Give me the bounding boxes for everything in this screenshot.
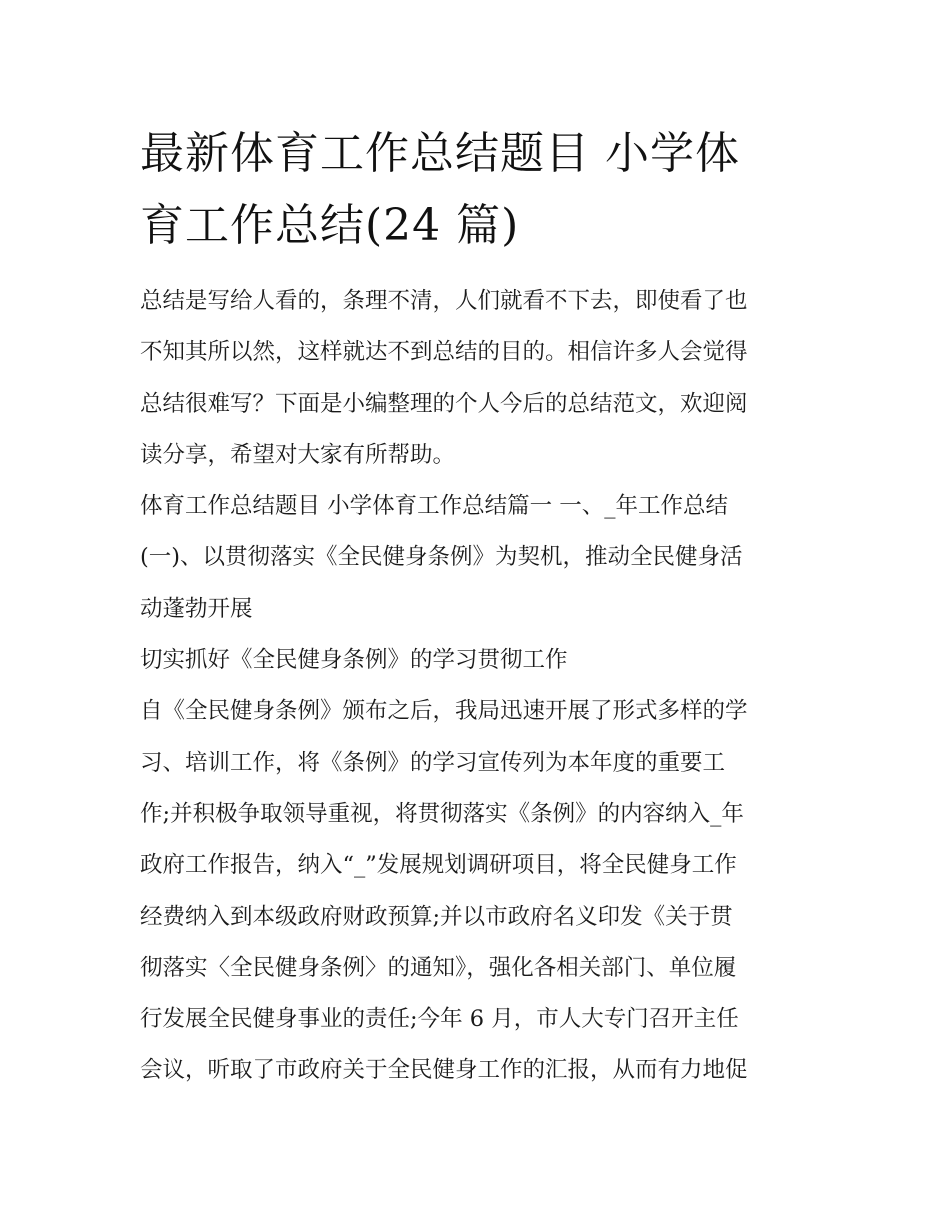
text-line: 不知其所以然，这样就达不到总结的目的。相信许多人会觉得	[140, 339, 748, 366]
item-heading: 切实抓好《全民健身条例》的学习贯彻工作	[140, 647, 568, 674]
text-line: 作;并积极争取领导重视，将贯彻落实《条例》的内容纳入_年	[140, 800, 744, 827]
title-line: 育工作总结(24 篇)	[140, 200, 520, 251]
text-line: 习、培训工作，将《条例》的学习宣传列为本年度的重要工	[140, 749, 726, 776]
section-heading: 体育工作总结题目 小学体育工作总结篇一 一、_年工作总结	[140, 493, 729, 520]
text-line: 总结很难写？下面是小编整理的个人今后的总结范文，欢迎阅	[140, 390, 748, 417]
document-body	[140, 276, 812, 1097]
subsection-heading: (一)、以贯彻落实《全民健身条例》为契机，推动全民健身活	[140, 544, 743, 571]
text-line: 会议，听取了市政府关于全民健身工作的汇报，从而有力地促	[140, 1057, 748, 1084]
text-line: 经费纳入到本级政府财政预算;并以市政府名义印发《关于贯	[140, 903, 733, 930]
text-line: 自《全民健身条例》颁布之后，我局迅速开展了形式多样的学	[140, 698, 748, 725]
text-line: 彻落实〈全民健身条例〉的通知》，强化各相关部门、单位履	[140, 954, 737, 981]
subsection-heading: 动蓬勃开展	[140, 595, 253, 622]
text-line: 读分享，希望对大家有所帮助。	[140, 441, 456, 468]
text-line: 行发展全民健身事业的责任;今年 6 月，市人大专门召开主任	[140, 1006, 739, 1033]
document-title	[140, 118, 820, 262]
text-line: 政府工作报告，纳入“_”发展规划调研项目，将全民健身工作	[140, 852, 737, 879]
text-line: 总结是写给人看的，条理不清，人们就看不下去，即使看了也	[140, 288, 748, 314]
title-line: 最新体育工作总结题目 小学体	[140, 128, 740, 179]
